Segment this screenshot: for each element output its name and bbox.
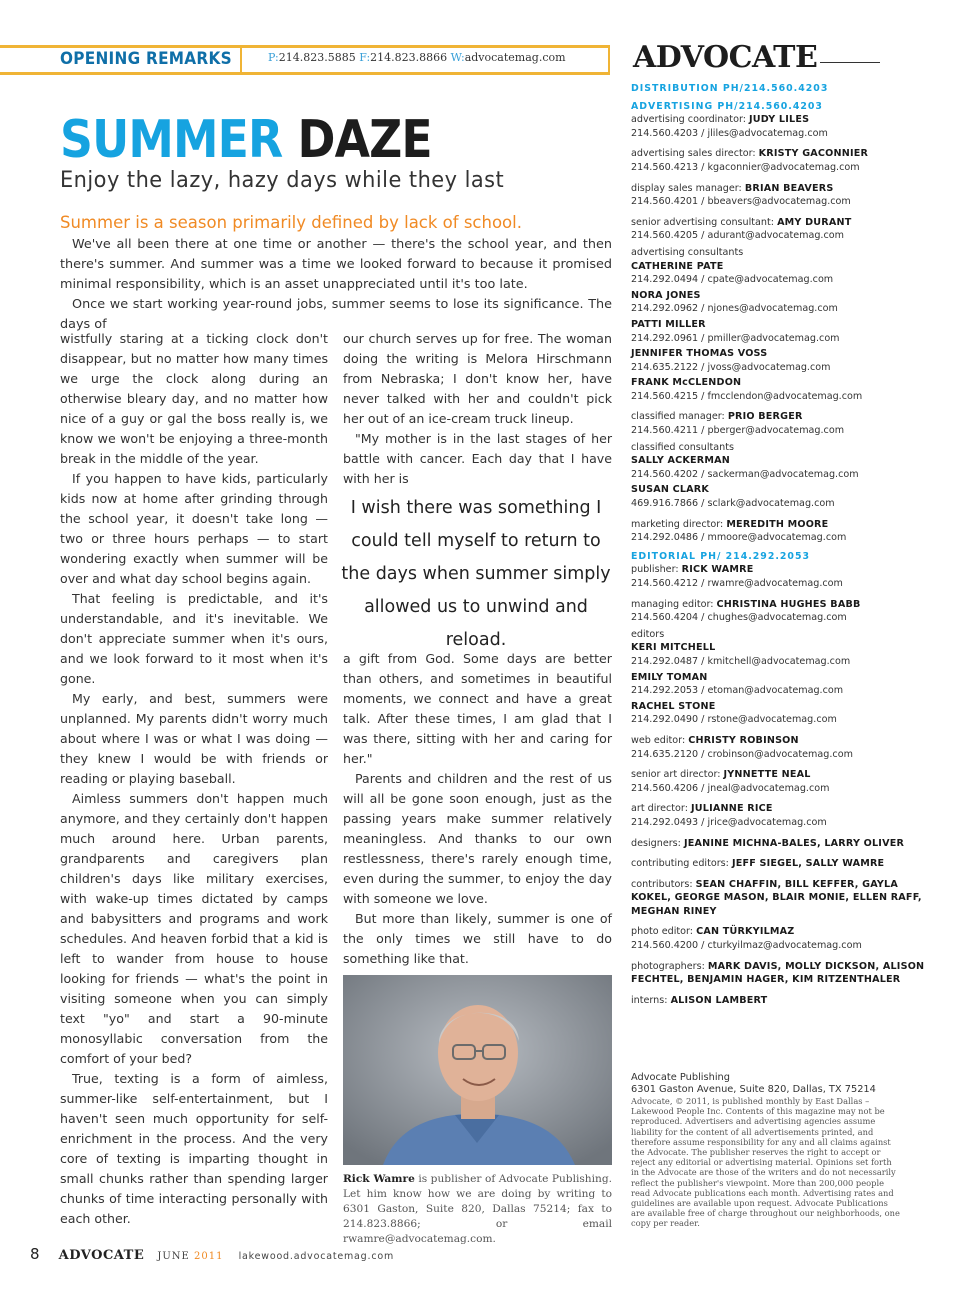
staff-contact: 214.560.4202 / sackerman@advocatemag.com (631, 468, 859, 480)
body-paragraph: My early, and best, summers were unplanned. My parents didn't worry much about where I was or what I was doing — they knew I would be with friends or reading or playing baseball. (60, 691, 328, 786)
staff-contact: 214.560.4203 / jliles@advocatemag.com (631, 127, 828, 139)
staff-contact: 214.560.4205 / adurant@advocatemag.com (631, 230, 844, 242)
staff-name: JENNIFER THOMAS VOSS (631, 348, 768, 360)
fax-number: 214.823.8866 (370, 51, 448, 64)
staff-contact: 214.292.0486 / mmoore@advocatemag.com (631, 532, 847, 544)
legal-notice: Advocate, © 2011, is published monthly by East Dallas – Lakewood People Inc. Contents of this magazine may not be reproduced. Advertisers and advertising agencies assume liability for the content of all advertisements printed, and therefore assume responsibility for any and all claims against the Advocate. The publisher reserves the right to accept or reject any editorial or advertising material. Opinions set forth in the Advocate are those of the writers and do not necessarily reflect the publisher's viewpoint. More than 200,000 people read Advocate publications each month. Advertising rates and guidelines are available upon request. Advocate Publications are available free of charge throughout our neighborhoods, one copy per reader. (631, 1096, 900, 1229)
staff-contact: 214.560.4212 / rwamre@advocatemag.com (631, 578, 843, 589)
title-part-b: DAZE (297, 110, 432, 170)
staff-contact: 214.560.4204 / chughes@advocatemag.com (631, 612, 847, 624)
masthead-rule (820, 62, 880, 63)
caption-author-name: Rick Wamre (343, 1173, 415, 1185)
staff-entry: web editor: CHRISTY ROBINSON (631, 734, 799, 746)
article-title (60, 110, 432, 170)
staff-contact: 214.635.2120 / crobinson@advocatemag.com (631, 748, 853, 760)
staff-contact: 214.560.4201 / bbeavers@advocatemag.com (631, 196, 851, 208)
staff-contact: 469.916.7866 / sclark@advocatemag.com (631, 498, 835, 510)
advertising-heading: ADVERTISING PH/214.560.4203 (631, 100, 823, 112)
body-paragraph: Aimless summers don't happen much anymore, and they certainly don't happen much around here. Urban parents, grandparents and caregivers plan children's days like military exercises, with wake-up times dictated by camps and babysitters and programs and work schedules. And heaven forbid that a kid is left to wander from house to house looking for friends — what's the point in visiting someone when you can simply text "yo" and start a 90-minute monosyllabic conversation from the comfort of your bed? (60, 791, 328, 1066)
page-number: 8 (30, 1245, 40, 1263)
fax-key: F: (359, 51, 371, 64)
article-column-1 (60, 329, 328, 1229)
publisher-company: Advocate Publishing (631, 1072, 730, 1083)
staff-group-label: advertising consultants (631, 246, 744, 258)
body-paragraph: wistfully staring at a ticking clock don't disappear, but no matter how many times we urge the clock along during an otherwise bleary day, and no matter how nice of a guy or gal the boss really is, we know we won't be enjoying a three-month break in the middle of the year. (60, 331, 328, 466)
staff-contact: 214.292.0493 / jrice@advocatemag.com (631, 816, 827, 828)
contact-line (268, 51, 566, 64)
staff-entry: classified manager: PRIO BERGER (631, 411, 803, 423)
staff-name: SUSAN CLARK (631, 484, 710, 496)
staff-contact: 214.560.4211 / pberger@advocatemag.com (631, 425, 845, 437)
staff-entry: senior art director: JYNNETTE NEAL (631, 769, 811, 781)
publication-info (631, 1072, 901, 1229)
editorial-heading: EDITORIAL PH/ 214.292.2053 (631, 550, 810, 562)
staff-name: SALLY ACKERMAN (631, 455, 730, 467)
body-paragraph: our church serves up for free. The woman doing the writing is Melora Hirschmann from Nebraska; I don't know her, have never talked with her and couldn't pick her out of an ice-cream truck lineup. (343, 331, 612, 426)
staff-name: CATHERINE PATE (631, 260, 724, 272)
page-footer (30, 1244, 394, 1263)
staff-name: PATTI MILLER (631, 318, 706, 330)
staff-name: EMILY TOMAN (631, 671, 708, 683)
staff-name: RACHEL STONE (631, 700, 716, 712)
article-column-2-top (343, 329, 612, 489)
staff-contact: 214.635.2122 / jvoss@advocatemag.com (631, 361, 831, 373)
title-part-a: SUMMER (60, 110, 283, 170)
staff-contact: 214.560.4213 / kgaconnier@advocatemag.com (631, 161, 860, 173)
body-paragraph: But more than likely, summer is one of the only times we still have to do something like that. (343, 911, 612, 966)
issue-month: JUNE (157, 1251, 190, 1262)
staff-group-label: classified consultants (631, 441, 735, 453)
footer-url[interactable]: lakewood.advocatemag.com (238, 1251, 395, 1262)
staff-entry: interns: ALISON LAMBERT (631, 994, 768, 1006)
section-label: OPENING REMARKS (60, 49, 232, 69)
staff-entry: art director: JULIANNE RICE (631, 803, 773, 815)
web-key: W: (450, 51, 465, 64)
staff-contact: 214.292.0494 / cpate@advocatemag.com (631, 274, 834, 286)
body-paragraph: a gift from God. Some days are better than others, and sometimes in beautiful moments, we connect and have a great talk. After these times, I am glad that I was there, sitting with her and caring for her." (343, 651, 612, 766)
staff-entry: managing editor: CHRISTINA HUGHES BABB (631, 598, 861, 610)
body-paragraph: If you happen to have kids, particularly kids now at home after grinding through the school year, it doesn't take long — two or three hours perhaps — to start wondering exactly when summer will be over and what day school begins again. (60, 471, 328, 586)
staff-name: FRANK McCLENDON (631, 377, 742, 389)
photo-caption (343, 1172, 612, 1247)
article-column-2-bottom (343, 649, 612, 969)
staff-contact: 214.292.0490 / rstone@advocatemag.com (631, 714, 837, 726)
pull-quote: I wish there was something I could tell myself to return to the days when summer simply allowed us to unwind and reload. (341, 498, 611, 650)
staff-entry: marketing director: MEREDITH MOORE (631, 518, 829, 530)
staff-contact: 214.292.0961 / pmiller@advocatemag.com (631, 332, 840, 344)
staff-contact: 214.560.4200 / cturkyilmaz@advocatemag.com (631, 940, 862, 952)
staff-entry: senior advertising consultant: AMY DURANT (631, 216, 852, 228)
staff-entry: advertising coordinator: JUDY LILES (631, 114, 810, 126)
body-paragraph: That feeling is predictable, and it's understandable, and it's inevitable. We don't appreciate summer when it's ours, and we look forward to it most when it's gone. (60, 591, 328, 686)
staff-name: NORA JONES (631, 289, 701, 301)
staff-contact: 214.560.4206 / jneal@advocatemag.com (631, 782, 830, 794)
footer-logo: ADVOCATE (58, 1248, 145, 1263)
body-paragraph: True, texting is a form of aimless, summer-like self-entertainment, but I haven't seen much opportunity for self-enrichment in the process. And the very core of texting is imparting thought in small chunks rather than spending larger chunks of time interacting personally with each other. (60, 1071, 328, 1226)
body-paragraph: Parents and children and the rest of us will all be gone soon enough, just as the passing years make summer relatively meaningless. And thanks to our own restlessness, there's rarely enough time, even during the summer, to enjoy the day with someone we love. (343, 771, 612, 906)
staff-contact: 214.292.0962 / njones@advocatemag.com (631, 303, 838, 315)
staff-entry: contributors: SEAN CHAFFIN, BILL KEFFER, GAYLA KOKEL, GEORGE MASON, BLAIR MONIE, ELLEN RAFF, MEGHAN RINEY (631, 878, 922, 917)
staff-group-label: editors (631, 628, 665, 640)
distribution-heading: DISTRIBUTION PH/214.560.4203 (631, 83, 829, 94)
staff-name: KERI MITCHELL (631, 642, 716, 654)
intro-paragraph: We've all been there at one time or another — there's the school year, and then there's summer. And summer was a time we looked forward to because it promised minimal responsibility, which is an asset unappreciated until it's too late. (60, 237, 612, 292)
staff-entry: photo editor: CAN TÜRKYILMAZ (631, 926, 795, 938)
staff-entry: advertising sales director: KRISTY GACONNIER (631, 148, 869, 160)
intro-paragraph: Once we start working year-round jobs, summer seems to lose its significance. The days of (60, 297, 612, 332)
phone-key: P: (268, 51, 279, 64)
staff-entry: display sales manager: BRIAN BEAVERS (631, 182, 834, 194)
author-portrait-illustration (343, 975, 612, 1165)
staff-contact: 214.292.2053 / etoman@advocatemag.com (631, 685, 844, 697)
masthead-logo: ADVOCATE (633, 40, 818, 75)
masthead (631, 82, 931, 1007)
staff-entry: publisher: RICK WAMRE (631, 564, 754, 576)
staff-entry: designers: JEANINE MICHNA-BALES, LARRY OLIVER (631, 837, 905, 849)
issue-date (157, 1251, 223, 1262)
article-intro (60, 235, 612, 335)
web-link[interactable]: advocatemag.com (464, 51, 566, 64)
staff-entry: photographers: MARK DAVIS, MOLLY DICKSON, ALISON FECHTEL, BENJAMIN HAGER, KIM RITZENTHALER (631, 960, 925, 986)
body-paragraph: "My mother is in the last stages of her battle with cancer. Each day that I have with her is (343, 431, 612, 486)
staff-contact: 214.292.0487 / kmitchell@advocatemag.com (631, 655, 851, 667)
staff-entry: contributing editors: JEFF SIEGEL, SALLY WAMRE (631, 858, 885, 870)
phone-number: 214.823.5885 (278, 51, 356, 64)
publisher-address: 6301 Gaston Avenue, Suite 820, Dallas, TX 75214 (631, 1084, 876, 1095)
article-lede: Summer is a season primarily defined by lack of school. (60, 213, 522, 232)
caption-text: is publisher of Advocate Publishing. Let him know how we are doing by writing to 6301 Gaston, Suite 820, Dallas 75214; fax to 214.823.8866; or email rwamre@advocatemag.com. (343, 1173, 612, 1245)
staff-contact: 214.560.4215 / fmcclendon@advocatemag.com (631, 390, 863, 402)
article-subtitle: Enjoy the lazy, hazy days while they last (60, 168, 505, 193)
issue-year: 2011 (194, 1251, 224, 1262)
author-photo (343, 975, 612, 1165)
